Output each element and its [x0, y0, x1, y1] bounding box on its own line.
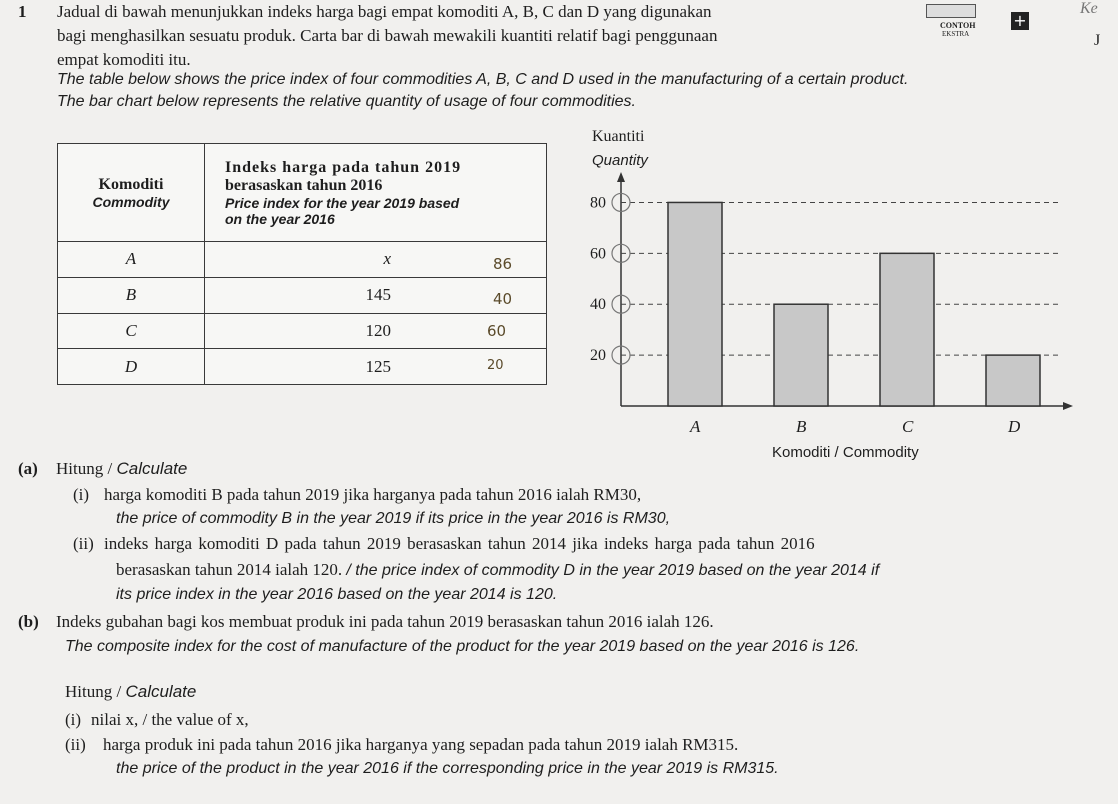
part-a-title: Hitung / Calculate — [56, 459, 188, 478]
question-en-line-1: The table below shows the price index of four commodities A, B, C and D used in the manufacturing of a certain product. — [57, 71, 909, 88]
header-commodity-ms: Komoditi — [98, 175, 164, 193]
x-axis-label: Komoditi / Commodity — [772, 444, 919, 461]
x-tick-label: A — [690, 417, 701, 436]
quantity-bar-chart — [560, 120, 1080, 465]
y-axis-label-en: Quantity — [592, 152, 648, 169]
price-index-table — [57, 143, 547, 385]
part-b-ms: Indeks gubahan bagi kos membuat produk ini pada tahun 2019 berasaskan tahun 2016 ialah 126. — [56, 612, 714, 631]
part-a-ii-ms2-text: berasaskan tahun 2014 ialah 120. — [116, 560, 343, 579]
y-axis-arrow-icon — [617, 172, 625, 182]
part-a-ii-en2: its price index in the year 2016 based on the year 2014 is 120. — [116, 586, 558, 603]
part-a-ii-en: / the price index of commodity D in the year 2019 based on the year 2014 if — [346, 562, 880, 579]
part-a-title-ms: Hitung — [56, 459, 104, 478]
x-axis-arrow-icon — [1063, 402, 1073, 410]
part-a-label: (a) — [18, 459, 38, 478]
table-row — [58, 242, 547, 278]
corner-j-fragment: J — [1094, 32, 1101, 49]
part-b-i-label: (i) — [65, 710, 82, 729]
question-en-line-2: The bar chart below represents the relative quantity of usage of four commodities. — [57, 93, 636, 110]
part-b-en: The composite index for the cost of manufacture of the product for the year 2019 based on the year 2016 is 126. — [65, 638, 860, 655]
cell-index: x — [205, 242, 547, 278]
part-a-i-en: the price of commodity B in the year 2019 if its price in the year 2016 is RM30, — [116, 510, 671, 527]
table-row — [58, 349, 547, 385]
question-ms-line-1: Jadual di bawah menunjukkan indeks harga bagi empat komoditi A, B, C dan D yang digunakan — [57, 2, 712, 21]
handwritten-note: 40 — [493, 290, 513, 308]
header-commodity — [58, 144, 205, 242]
cell-commodity: A — [58, 242, 205, 278]
cell-index: 145 — [205, 277, 547, 313]
part-b-ii-ms: harga produk ini pada tahun 2016 jika harganya yang sepadan pada tahun 2019 ialah RM315. — [103, 735, 739, 754]
header-index-en-1: Price index for the year 2019 based — [225, 194, 460, 211]
question-ms-line-3: empat komoditi itu. — [57, 50, 191, 69]
x-tick-label: D — [1008, 417, 1021, 436]
y-tick-label: 40 — [590, 296, 606, 314]
x-tick-label: C — [902, 417, 914, 436]
y-tick-label: 80 — [590, 194, 606, 212]
header-commodity-en: Commodity — [92, 193, 170, 210]
ekstra-label: EKSTRA — [942, 30, 970, 38]
qr-code-fragment — [926, 4, 976, 18]
handwritten-note: 60 — [487, 322, 507, 340]
header-index-ms-2: berasaskan tahun 2016 — [225, 176, 383, 194]
cell-commodity: B — [58, 277, 205, 313]
part-b-calc-en: Calculate — [125, 682, 197, 701]
bar-a — [668, 202, 722, 406]
part-a-title-en: Calculate — [116, 459, 188, 478]
part-a-i-ms: harga komoditi B pada tahun 2019 jika harganya pada tahun 2016 ialah RM30, — [104, 485, 642, 504]
y-tick-label: 20 — [590, 347, 606, 365]
part-b-calc-ms: Hitung — [65, 682, 113, 701]
part-a-ii-ms2 — [116, 560, 879, 580]
bar-c — [880, 253, 934, 406]
part-a-i-label: (i) — [73, 485, 90, 504]
table-row — [58, 277, 547, 313]
cell-index: 125 — [205, 349, 547, 385]
header-index-en-2: on the year 2016 — [225, 210, 335, 227]
bar-b — [774, 304, 828, 406]
part-a-ii-label: (ii) — [73, 534, 94, 553]
part-b-ii-en: the price of the product in the year 2016 if the corresponding price in the year 2019 is RM315. — [116, 760, 779, 777]
handwritten-note: 20 — [487, 358, 504, 373]
header-price-index — [205, 144, 547, 242]
cell-index: 120 — [205, 313, 547, 349]
question-ms-line-2: bagi menghasilkan sesuatu produk. Carta bar di bawah mewakili kuantiti relatif bagi penggunaan — [57, 26, 718, 45]
cell-commodity: C — [58, 313, 205, 349]
question-number: 1 — [18, 2, 27, 21]
handwritten-note: 86 — [493, 255, 513, 273]
cell-commodity: D — [58, 349, 205, 385]
part-b-calculate: Hitung / Calculate — [65, 682, 197, 701]
header-index-ms-1: Indeks harga pada tahun 2019 — [225, 158, 462, 176]
bar-d — [986, 355, 1040, 406]
part-a-ii-ms: indeks harga komoditi D pada tahun 2019 berasaskan tahun 2014 jika indeks harga pada tahun 2016 — [104, 534, 815, 553]
plus-icon[interactable]: + — [1011, 12, 1029, 30]
table-header-row — [58, 144, 547, 242]
part-b-ii-label: (ii) — [65, 735, 86, 754]
part-b-i-text: nilai x, / the value of x, — [91, 710, 249, 729]
y-tick-label: 60 — [590, 245, 606, 263]
part-b-label: (b) — [18, 612, 39, 631]
y-axis-label-ms: Kuantiti — [592, 128, 645, 145]
table-row — [58, 313, 547, 349]
contoh-label: CONTOH — [940, 21, 976, 30]
x-tick-label: B — [796, 417, 807, 436]
corner-ke-fragment: Ke — [1080, 0, 1098, 17]
